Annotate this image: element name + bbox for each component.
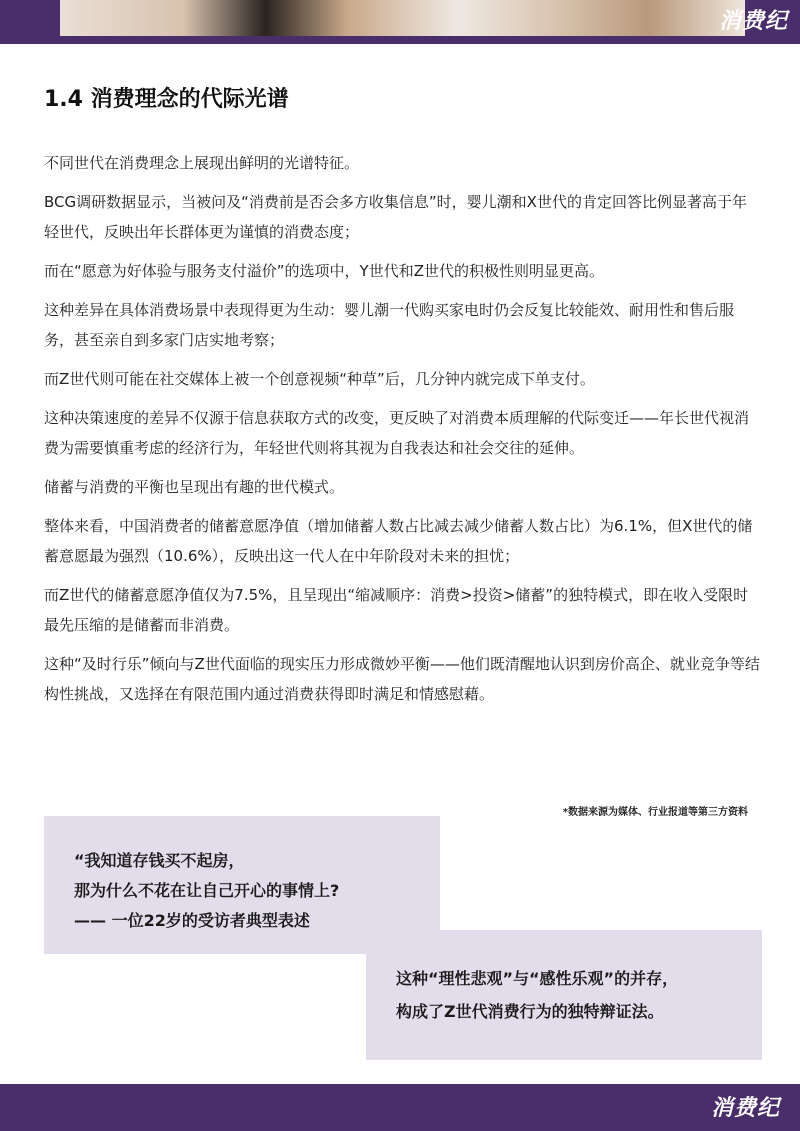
header-photo [60, 0, 745, 36]
paragraph: 不同世代在消费理念上展现出鲜明的光谱特征。 [44, 154, 360, 172]
paragraph: BCG调研数据显示，当被问及“消费前是否会多方收集信息”时，婴儿潮和X世代的肯定回答比例显著高于年轻世代，反映出年长群体更为谨慎的消费态度； [44, 193, 747, 241]
paragraph: 而Z世代的储蓄意愿净值仅为7.5%，且呈现出“缩减顺序：消费>投资>储蓄”的独特模式，即在收入受限时最先压缩的是储蓄而非消费。 [44, 586, 749, 634]
paragraph: 而Z世代则可能在社交媒体上被一个创意视频“种草”后，几分钟内就完成下单支付。 [44, 370, 595, 388]
top-banner [0, 0, 800, 44]
conclusion-line: 构成了Z世代消费行为的独特辩证法。 [396, 1002, 664, 1021]
paragraph: 整体来看，中国消费者的储蓄意愿净值（增加储蓄人数占比减去减少储蓄人数占比）为6.1%，但X世代的储蓄意愿最为强烈（10.6%），反映出这一代人在中年阶段对未来的担忧； [44, 517, 753, 565]
footer-logo: 消费纪 [710, 1096, 780, 1121]
paragraph: 而在“愿意为好体验与服务支付溢价”的选项中，Y世代和Z世代的积极性则明显更高。 [44, 262, 604, 280]
quote-text [74, 846, 339, 936]
conclusion-line: 这种“理性悲观”与“感性乐观”的并存， [396, 969, 679, 988]
quote-line: “我知道存钱买不起房， [74, 851, 245, 870]
source-note: *数据来源为媒体、行业报道等第三方资料 [562, 807, 748, 818]
quote-attribution: —— 一位22岁的受访者典型表述 [74, 911, 310, 930]
paragraph: 这种差异在具体消费场景中表现得更为生动：婴儿潮一代购买家电时仍会反复比较能效、耐用性和售后服务，甚至亲自到多家门店实地考察； [44, 301, 735, 349]
quote-line: 那为什么不花在让自己开心的事情上? [74, 881, 340, 900]
paragraph: 这种决策速度的差异不仅源于信息获取方式的改变，更反映了对消费本质理解的代际变迁——年长世代视消费为需要慎重考虑的经济行为，年轻世代则将其视为自我表达和社会交往的延伸。 [44, 409, 750, 457]
section-title: 1.4 消费理念的代际光谱 [44, 87, 289, 112]
conclusion-text [396, 962, 678, 1028]
footer-banner [0, 1084, 800, 1131]
body-text [44, 148, 760, 718]
paragraph: 储蓄与消费的平衡也呈现出有趣的世代模式。 [44, 478, 345, 496]
paragraph: 这种“及时行乐”倾向与Z世代面临的现实压力形成微妙平衡——他们既清醒地认识到房价高企、就业竞争等结构性挑战，又选择在有限范围内通过消费获得即时满足和情感慰藉。 [44, 655, 760, 703]
header-logo: 消费纪 [718, 9, 788, 34]
